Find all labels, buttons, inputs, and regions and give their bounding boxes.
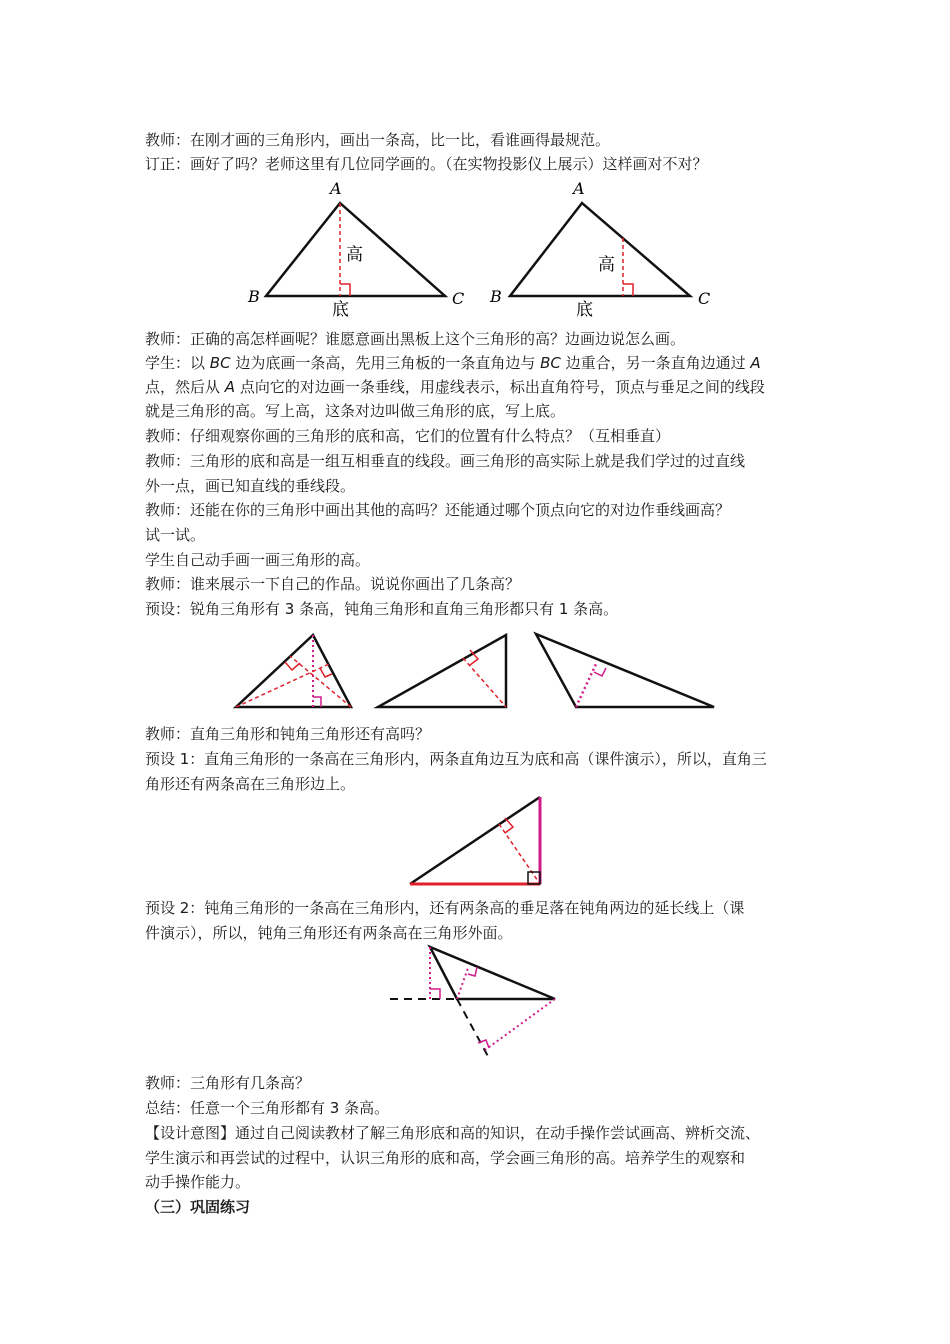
paragraph: 点，然后从 A 点向它的对边画一条垂线，用虚线表示，标出直角符号，顶点与垂足之间的线段 <box>145 378 765 396</box>
right-triangle <box>378 635 506 707</box>
obtuse-triangle <box>536 634 714 707</box>
vertex-label-c: C <box>698 289 711 308</box>
paragraph: 就是三角形的高。写上高，这条对边叫做三角形的底，写上底。 <box>145 402 566 420</box>
paragraph: 总结：任意一个三角形都有 3 条高。 <box>145 1099 390 1117</box>
triangle-right <box>489 179 710 320</box>
vertex-label-c: C <box>452 289 465 308</box>
height-label: 高 <box>598 255 615 275</box>
paragraph: 学生自己动手画一画三角形的高。 <box>145 551 371 569</box>
acute-triangle <box>236 635 351 707</box>
height-figure-2 <box>230 620 720 715</box>
paragraph: 学生演示和再尝试的过程中，认识三角形的底和高，学会画三角形的高。培养学生的观察和 <box>145 1149 746 1167</box>
paragraph: 试一试。 <box>145 526 206 544</box>
paragraph: 教师：正确的高怎样画呢？谁愿意画出黑板上这个三角形的高？边画边说怎么画。 <box>145 330 686 348</box>
base-label: 底 <box>576 300 593 320</box>
vertex-label-a: A <box>573 179 585 198</box>
base-label: 底 <box>332 300 349 320</box>
right-triangle-figure <box>405 792 550 892</box>
height-label: 高 <box>346 245 363 265</box>
paragraph: 件演示），所以，钝角三角形还有两条高在三角形外面。 <box>145 924 513 942</box>
vertex-label-b: B <box>490 287 502 306</box>
paragraph: 动手操作能力。 <box>145 1173 251 1191</box>
paragraph: 教师：三角形有几条高？ <box>145 1074 311 1092</box>
paragraph: 学生：以 BC 边为底画一条高，先用三角板的一条直角边与 BC 边重合，另一条直角边通过 A <box>145 354 761 372</box>
paragraph: 订正：画好了吗？老师这里有几位同学画的。（在实物投影仪上展示）这样画对不对？ <box>145 155 708 173</box>
triangle-left <box>247 179 464 320</box>
paragraph: 教师：在刚才画的三角形内，画出一条高，比一比，看谁画得最规范。 <box>145 131 611 149</box>
paragraph: 教师：直角三角形和钝角三角形还有高吗？ <box>145 725 431 743</box>
paragraph: 教师：仔细观察你画的三角形的底和高，它们的位置有什么特点？（互相垂直） <box>145 427 671 445</box>
paragraph: 教师：还能在你的三角形中画出其他的高吗？还能通过哪个顶点向它的对边作垂线画高？ <box>145 501 731 519</box>
paragraph: 外一点，画已知直线的垂线段。 <box>145 477 356 495</box>
obtuse-triangle-figure <box>385 940 565 1065</box>
height-figure-1 <box>240 178 710 318</box>
paragraph: 预设：锐角三角形有 3 条高，钝角三角形和直角三角形都只有 1 条高。 <box>145 600 619 618</box>
paragraph: 教师：谁来展示一下自己的作品。说说你画出了几条高？ <box>145 575 521 593</box>
paragraph: 角形还有两条高在三角形边上。 <box>145 775 356 793</box>
section-heading: （三）巩固练习 <box>145 1198 251 1216</box>
paragraph: 【设计意图】通过自己阅读教材了解三角形底和高的知识，在动手操作尝试画高、辨析交流、 <box>145 1124 761 1142</box>
vertex-label-a: A <box>330 179 342 198</box>
vertex-label-b: B <box>248 287 260 306</box>
paragraph: 预设 1：直角三角形的一条高在三角形内，两条直角边互为底和高（课件演示），所以，直角三 <box>145 750 767 768</box>
paragraph: 预设 2：钝角三角形的一条高在三角形内，还有两条高的垂足落在钝角两边的延长线上（课 <box>145 899 745 917</box>
paragraph: 教师：三角形的底和高是一组互相垂直的线段。画三角形的高实际上就是我们学过的过直线 <box>145 452 746 470</box>
